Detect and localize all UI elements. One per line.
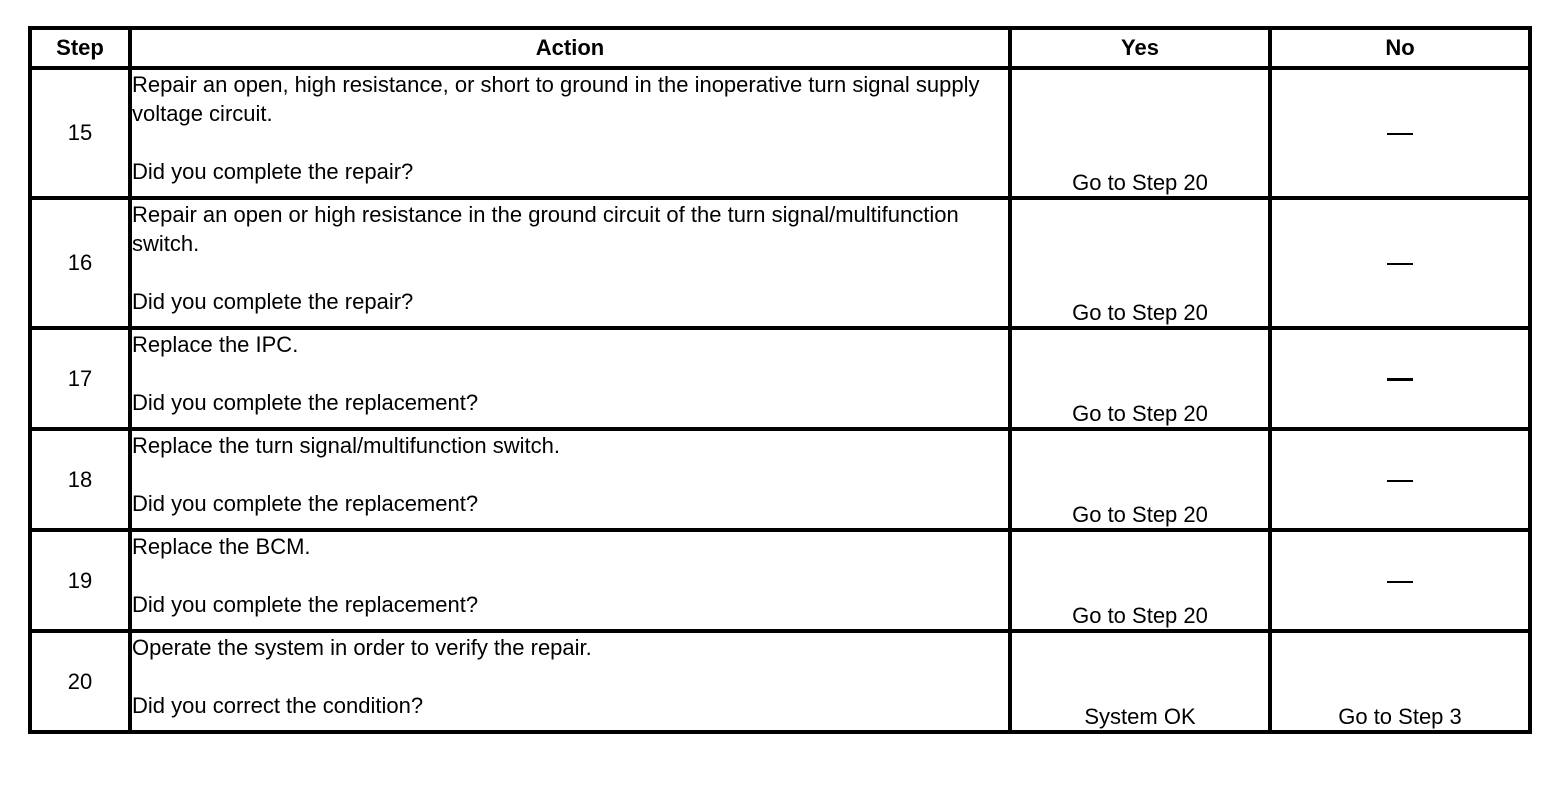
yes-result: Go to Step 20 <box>1010 530 1270 631</box>
action-question: Did you complete the repair? <box>132 289 414 314</box>
yes-result: Go to Step 20 <box>1010 328 1270 429</box>
dash-mark <box>1387 581 1413 583</box>
action-cell <box>130 530 1010 631</box>
step-number: 20 <box>30 631 130 732</box>
step-number: 15 <box>30 68 130 198</box>
action-cell <box>130 631 1010 732</box>
action-cell <box>130 68 1010 198</box>
dash-mark <box>1387 378 1413 381</box>
header-step: Step <box>30 28 130 68</box>
action-question: Did you complete the repair? <box>132 159 414 184</box>
action-question: Did you complete the replacement? <box>132 390 479 415</box>
step-number: 17 <box>30 328 130 429</box>
no-result <box>1270 198 1530 328</box>
table-row <box>30 530 1530 631</box>
dash-mark <box>1387 480 1413 482</box>
action-cell <box>130 328 1010 429</box>
step-number: 19 <box>30 530 130 631</box>
yes-result: Go to Step 20 <box>1010 429 1270 530</box>
no-result: Go to Step 3 <box>1270 631 1530 732</box>
action-instruction: Replace the BCM. <box>132 534 311 559</box>
action-instruction: Operate the system in order to verify the repair. <box>132 635 592 660</box>
diagnostic-table <box>28 26 1532 734</box>
no-result <box>1270 530 1530 631</box>
header-no: No <box>1270 28 1530 68</box>
dash-mark <box>1387 263 1413 265</box>
yes-result: System OK <box>1010 631 1270 732</box>
action-instruction: Replace the turn signal/multifunction switch. <box>132 433 560 458</box>
header-action: Action <box>130 28 1010 68</box>
table-row <box>30 328 1530 429</box>
dash-mark <box>1387 133 1413 135</box>
table-row <box>30 631 1530 732</box>
action-instruction: Repair an open, high resistance, or short to ground in the inoperative turn signal supply voltage circuit. <box>132 72 980 126</box>
yes-result: Go to Step 20 <box>1010 68 1270 198</box>
no-result <box>1270 328 1530 429</box>
action-question: Did you complete the replacement? <box>132 592 479 617</box>
no-result <box>1270 429 1530 530</box>
action-cell <box>130 198 1010 328</box>
action-question: Did you complete the replacement? <box>132 491 479 516</box>
table-row <box>30 429 1530 530</box>
table-header-row <box>30 28 1530 68</box>
step-number: 16 <box>30 198 130 328</box>
no-result <box>1270 68 1530 198</box>
action-instruction: Replace the IPC. <box>132 332 299 357</box>
header-yes: Yes <box>1010 28 1270 68</box>
action-cell <box>130 429 1010 530</box>
table-row <box>30 68 1530 198</box>
action-instruction: Repair an open or high resistance in the ground circuit of the turn signal/multifunction switch. <box>132 202 959 256</box>
yes-result: Go to Step 20 <box>1010 198 1270 328</box>
action-question: Did you correct the condition? <box>132 693 424 718</box>
step-number: 18 <box>30 429 130 530</box>
table-row <box>30 198 1530 328</box>
